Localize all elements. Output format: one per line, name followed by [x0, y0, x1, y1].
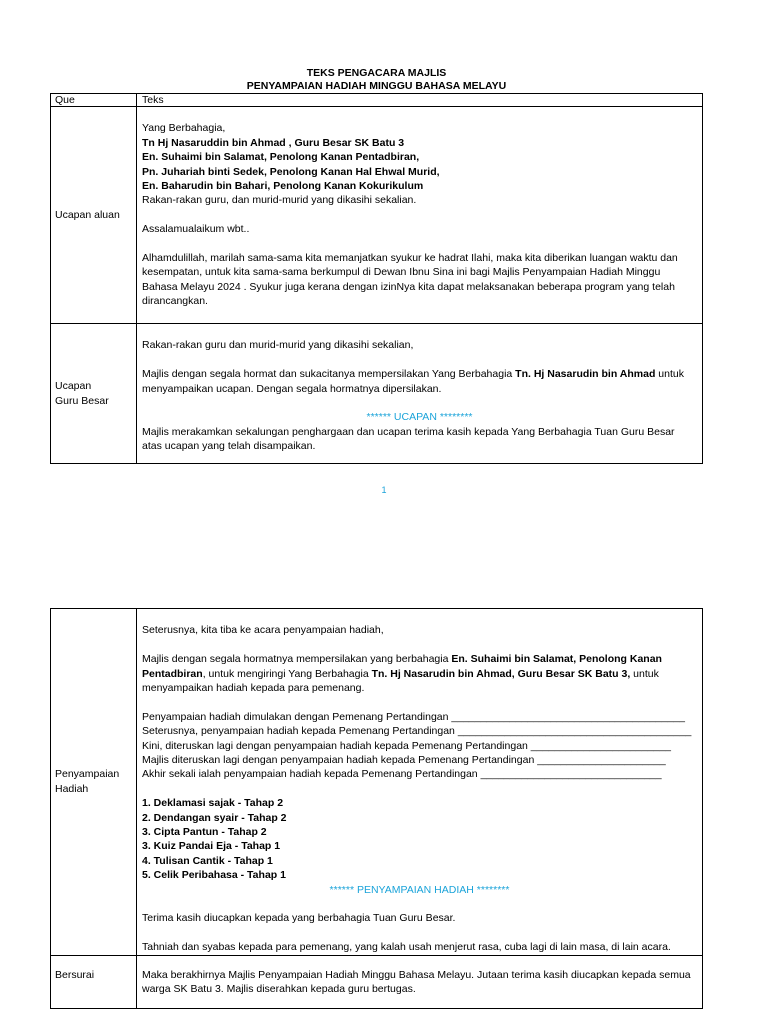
competition-item: 4. Tulisan Cantik - Tahap 1 [142, 854, 273, 867]
label-ucapan-guru-besar [51, 324, 137, 464]
script-table-page-1 [50, 93, 703, 464]
competition-item: 3. Cipta Pantun - Tahap 2 [142, 826, 267, 839]
label-bersurai: Bersurai [51, 955, 137, 1008]
row-ucapan-guru-besar [51, 324, 703, 464]
invite-name-1: En. Suhaimi bin Salamat, Penolong Kanan Pentadbiran [142, 653, 662, 680]
audience: Rakan-rakan guru dan murid-murid yang dikasihi sekalian, [142, 339, 414, 352]
header-teks: Teks [137, 94, 703, 107]
document-title: TEKS PENGACARA MAJLIS [306, 67, 447, 79]
text-ucapan-guru-besar [137, 324, 703, 464]
opening-paragraph: Alhamdulillah, marilah sama-sama kita memanjatkan syukur ke hadrat Ilahi, maka kita diberikan luangan waktu dan kesempatan, untuk kita sama-sama berkumpul di Dewan Ibnu Sina ini bagi Majlis Penyampaian Hadiah Minggu Bahasa Melayu 2024 . Syukur juga kerana dengan izinNya kita dapat melaksanakan beberapa program yang telah dirancangkan. [142, 252, 678, 308]
sequence-line: Penyampaian hadiah dimulakan dengan Pemenang Pertandingan ________________________________________ [142, 710, 685, 723]
label-line-1: Penyampaian [55, 768, 120, 781]
congrats: Tahniah dan syabas kepada para pemenang, yang kalah usah menjerut rasa, cuba lagi di lain masa, di lain acara. [142, 941, 671, 954]
invite-mid: , untuk mengiringi Yang Berbahagia [202, 667, 372, 680]
header-que: Que [51, 94, 137, 107]
text-penyampaian-hadiah [137, 609, 703, 956]
text-bersurai: Maka berakhirnya Majlis Penyampaian Hadiah Minggu Bahasa Melayu. Jutaan terima kasih diucapkan kepada semua warga SK Batu 3. Majlis diserahkan kepada guru bertugas. [137, 955, 703, 1008]
row-ucapan-aluan [51, 107, 703, 324]
label-line-2: Guru Besar [55, 394, 109, 407]
sequence-line: Kini, diteruskan lagi dengan penyampaian hadiah kepada Pemenang Pertandingan ________________________ [142, 739, 671, 752]
label-penyampaian-hadiah [51, 609, 137, 956]
invite-post: untuk menyampaikan ucapan. Dengan segala hormatnya dipersilakan. [142, 368, 684, 395]
invite-post: untuk menyampaikan hadiah kepada para pemenang. [142, 667, 659, 694]
table-header-row [51, 94, 703, 107]
salam: Assalamualaikum wbt.. [142, 223, 250, 236]
dignitary-4: En. Baharudin bin Bahari, Penolong Kanan Kokurikulum [142, 180, 424, 193]
competition-item: 3. Kuiz Pandai Eja - Tahap 1 [142, 840, 281, 853]
label-ucapan-aluan: Ucapan aluan [51, 107, 137, 324]
row-bersurai [51, 955, 703, 1008]
competition-item: 5. Celik Peribahasa - Tahap 1 [142, 869, 286, 882]
hadiah-marker: ****** PENYAMPAIAN HADIAH ******** [329, 883, 510, 896]
invite-paragraph [142, 652, 697, 695]
label-line-2: Hadiah [55, 782, 89, 795]
invite-pre: Majlis dengan segala hormatnya mempersilakan yang berbahagia [142, 653, 452, 666]
invite-pre: Majlis dengan segala hormat dan sukacitanya mempersilakan Yang Berbahagia [142, 368, 516, 381]
invite-name: Tn. Hj Nasarudin bin Ahmad [515, 368, 656, 381]
dignitary-2: En. Suhaimi bin Salamat, Penolong Kanan Pentadbiran, [142, 151, 420, 164]
document-subtitle: PENYAMPAIAN HADIAH MINGGU BAHASA MELAYU [246, 80, 507, 92]
invite-name-2: Tn. Hj Nasarudin bin Ahmad, Guru Besar SK Batu 3, [371, 667, 631, 680]
audience: Rakan-rakan guru, dan murid-murid yang dikasihi sekalian. [142, 194, 417, 207]
sequence-line: Akhir sekali ialah penyampaian hadiah kepada Pemenang Pertandingan _______________________________ [142, 768, 662, 781]
text-ucapan-aluan [137, 107, 703, 324]
sequence-line: Seterusnya, penyampaian hadiah kepada Pemenang Pertandingan ________________________________________ [142, 725, 692, 738]
intro: Seterusnya, kita tiba ke acara penyampaian hadiah, [142, 624, 384, 637]
competition-item: 1. Deklamasi sajak - Tahap 2 [142, 797, 284, 810]
thanks: Terima kasih diucapkan kepada yang berbahagia Tuan Guru Besar. [142, 912, 456, 925]
invite-paragraph [142, 367, 697, 396]
script-table-page-2 [50, 608, 703, 1009]
label-line-1: Ucapan [55, 380, 92, 393]
competition-item: 2. Dendangan syair - Tahap 2 [142, 811, 287, 824]
ucapan-marker: ****** UCAPAN ******** [366, 411, 473, 424]
dignitary-1: Tn Hj Nasaruddin bin Ahmad , Guru Besar SK Batu 3 [142, 136, 405, 149]
sequence-line: Majlis diteruskan lagi dengan penyampaian hadiah kepada Pemenang Pertandingan ______________________ [142, 754, 666, 767]
page-number: 1 [381, 485, 387, 495]
row-penyampaian-hadiah [51, 609, 703, 956]
dignitary-3: Pn. Juhariah binti Sedek, Penolong Kanan Hal Ehwal Murid, [142, 165, 440, 178]
thanks-paragraph: Majlis merakamkan sekalungan penghargaan dan ucapan terima kasih kepada Yang Berbahagia Tuan Guru Besar atas ucapan yang telah disampaikan. [142, 425, 675, 453]
greeting: Yang Berbahagia, [142, 122, 226, 135]
